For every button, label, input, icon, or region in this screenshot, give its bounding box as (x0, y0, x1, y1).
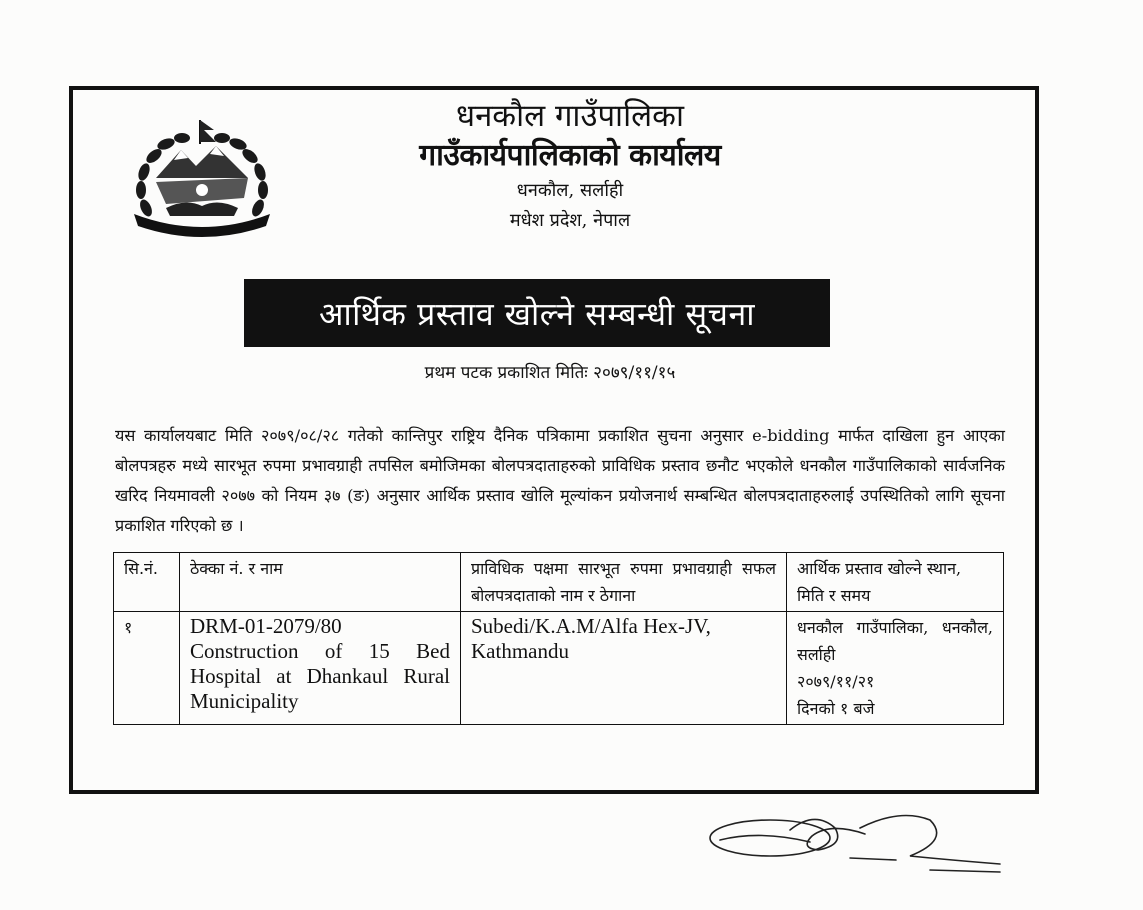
province-country: मधेश प्रदेश, नेपाल (509, 210, 631, 231)
row-sn: १ (114, 612, 180, 725)
col-header-schedule: आर्थिक प्रस्ताव खोल्ने स्थान, मिति र समय (787, 553, 1004, 612)
bidder-table (113, 552, 1004, 725)
notice-body: यस कार्यालयबाट मिति २०७९/०८/२८ गतेको कान्तिपुर राष्ट्रिय दैनिक पत्रिकामा प्रकाशित सुचना अनुसार e-bidding मार्फत दाखिला हुन आएका बोलपत्रहरु मध्ये सारभूत रुपमा प्रभावग्राही तपसिल बमोजिमका बोलपत्रदाताहरुको प्राविधिक प्रस्ताव छनौट भएकोले धनकौल गाउँपालिकाको सार्वजनिक खरिद नियमावली २०७७ को नियम ३७ (ङ) अनुसार आर्थिक प्रस्ताव खोलि मूल्यांकन प्रयोजनार्थ सम्बन्धित बोलपत्रदाताहरुलाई उपस्थितिको लागि सूचना प्रकाशित गरिएको छ । (115, 426, 1005, 535)
schedule-time: दिनको १ बजे (797, 699, 875, 718)
publication-date: प्रथम पटक प्रकाशित मितिः २०७९/११/१५ (424, 363, 676, 383)
row-bidder: Subedi/K.A.M/Alfa Hex-JV, Kathmandu (461, 612, 787, 725)
notice-title-banner (244, 279, 830, 347)
col-header-bidder: प्राविधिक पक्षमा सारभूत रुपमा प्रभावग्राही सफल बोलपत्रदाताको नाम र ठेगाना (461, 553, 787, 612)
notice-title: आर्थिक प्रस्ताव खोल्ने सम्बन्धी सूचना (318, 294, 756, 333)
office-name: गाउँकार्यपालिकाको कार्यालय (419, 138, 721, 173)
municipality-name: धनकौल गाउँपालिका (456, 98, 684, 134)
row-schedule (787, 612, 1004, 725)
col-header-sn: सि.नं. (114, 553, 180, 612)
schedule-place: धनकौल गाउँपालिका, धनकौल, सर्लाही (797, 618, 993, 664)
table-row (114, 612, 1004, 725)
row-contract: DRM-01-2079/80 Construction of 15 Bed Hospital at Dhankaul Rural Municipality (180, 612, 461, 725)
schedule-date: २०७९/११/२१ (797, 672, 875, 691)
government-emblem-icon (126, 116, 278, 240)
signature-icon (700, 800, 1020, 890)
table-header-row (114, 553, 1004, 612)
col-header-contract: ठेक्का नं. र नाम (180, 553, 461, 612)
office-address: धनकौल, सर्लाही (516, 180, 624, 201)
